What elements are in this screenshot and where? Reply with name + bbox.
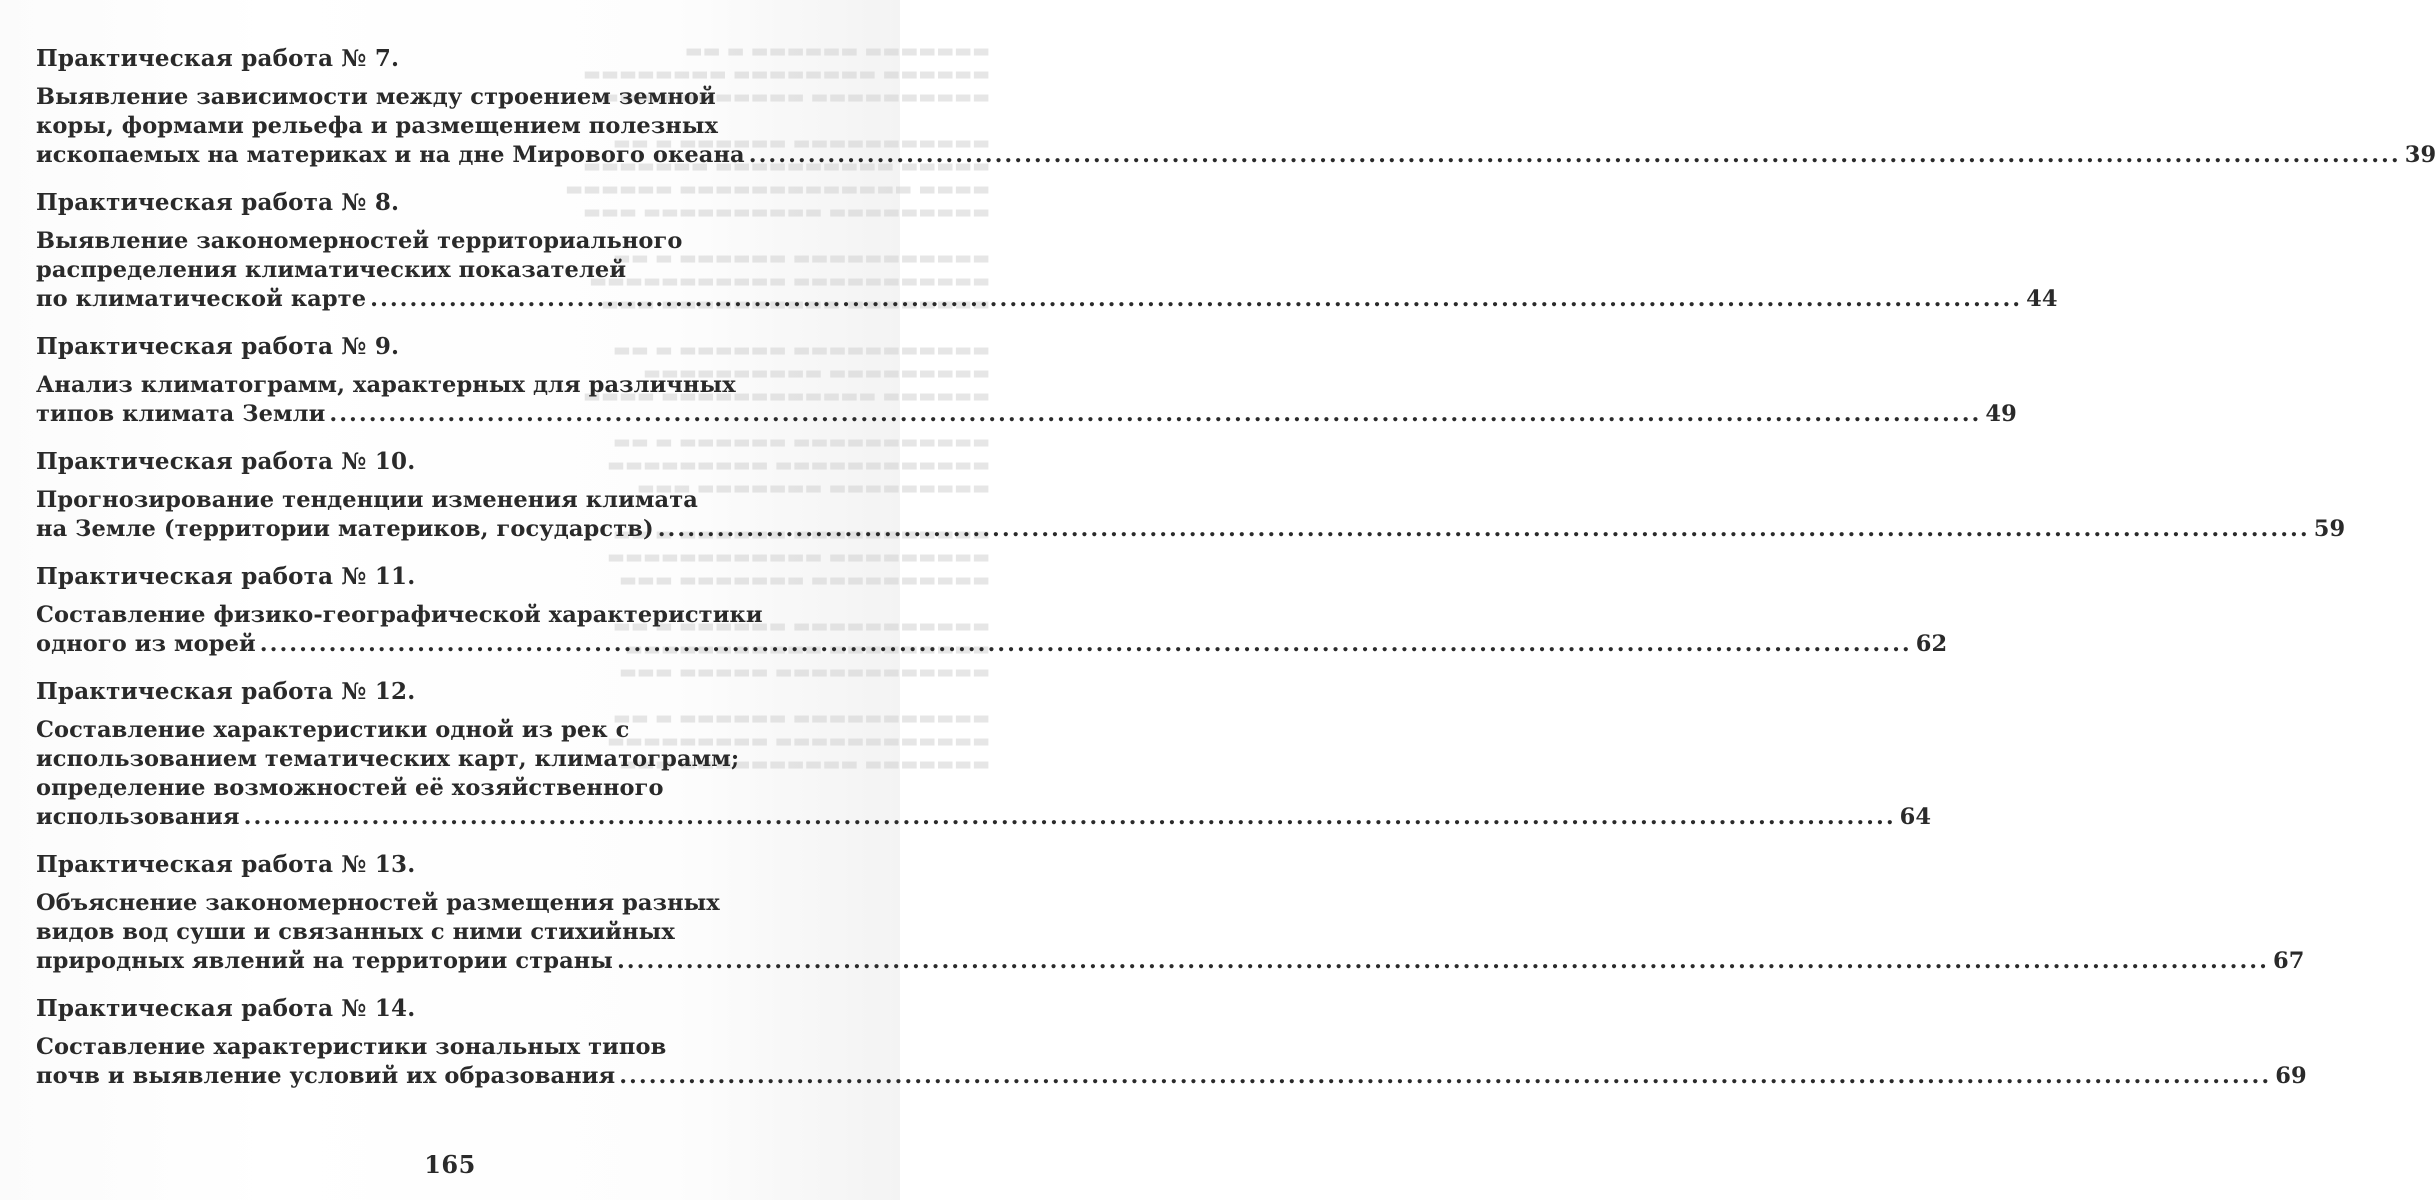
dot-leader	[617, 947, 2269, 976]
work-title: Практическая работа № 10.	[36, 448, 416, 475]
topic-line: Выявление закономерностей территориального	[36, 228, 683, 254]
bleed-through-text: ▬▬▬▬▬▬▬ ▬▬▬▬▬▬ ▬ ▬▬ ▬▬▬▬▬▬ ▬▬▬▬▬▬▬▬ ▬▬▬▬▬▬▬▬ ▬▬▬▬▬▬▬▬▬▬ ▬▬▬▬▬▬▬ ▬▬▬▬ ▬▬▬▬▬▬▬▬▬▬▬ ▬▬▬▬▬▬ ▬ ▬▬ ▬▬▬▬▬ ▬▬▬▬▬▬▬▬▬▬ ▬▬▬▬▬▬▬ ▬▬▬▬ ▬▬▬▬▬▬▬▬▬▬▬▬▬ ▬▬▬▬▬▬ ▬▬▬▬▬▬▬▬▬ ▬▬▬▬▬▬▬▬▬▬ ▬▬▬ ▬▬▬▬▬▬▬▬▬▬▬ ▬▬▬▬▬▬ ▬ ▬▬ ▬▬▬▬▬▬▬▬▬▬▬ ▬▬▬▬▬▬▬▬▬▬▬ ▬▬▬▬▬▬▬▬ ▬▬▬▬▬▬▬▬▬▬ ▬▬▬ ▬▬▬▬▬▬▬▬▬▬▬ ▬▬▬▬▬▬ ▬ ▬▬ ▬▬▬▬▬▬▬▬▬ ▬▬▬▬▬▬▬▬▬▬ ▬▬▬▬▬▬ ▬▬▬▬▬▬▬▬▬▬▬▬ ▬▬▬▬ ▬▬▬▬▬▬▬▬▬▬▬ ▬▬▬▬▬▬ ▬ ▬▬ ▬▬▬▬▬▬▬▬▬▬▬▬ ▬▬▬▬▬▬▬▬▬ ▬▬▬▬▬▬▬▬▬ ▬▬▬▬▬▬▬ ▬▬▬ ▬▬▬▬▬▬▬▬▬▬▬ ▬▬▬▬▬▬ ▬ ▬▬ ▬▬▬▬▬▬▬▬▬ ▬▬▬▬▬▬▬▬▬▬▬▬ ▬▬▬▬▬▬▬▬▬▬ ▬▬▬▬▬▬▬ ▬▬▬ ▬▬▬▬▬▬▬▬▬▬▬ ▬▬▬▬▬▬ ▬ ▬▬ ▬▬▬▬▬▬▬▬▬ ▬▬▬▬▬▬▬▬▬▬▬ ▬▬▬▬▬▬▬▬▬▬▬▬ ▬▬▬▬▬ ▬▬▬ ▬▬▬▬▬▬▬▬▬▬▬ ▬▬▬▬▬▬ ▬ ▬▬ ▬▬▬▬▬▬▬▬▬▬▬▬ ▬▬▬▬▬▬▬▬▬ ▬▬▬▬▬▬▬ ▬▬▬▬▬▬▬▬▬▬ ▬▬▬	[565, 40, 990, 775]
topic-last-line	[36, 947, 2305, 976]
topic-line: Анализ климатограмм, характерных для различных	[36, 372, 736, 398]
topic-line: Составление физико-географической характеристики	[36, 602, 763, 628]
topic-line: использования	[36, 804, 240, 830]
topic-line: Объяснение закономерностей размещения разных	[36, 890, 720, 916]
work-title: Практическая работа № 9.	[36, 333, 400, 360]
work-title: Практическая работа № 14.	[36, 995, 416, 1022]
page-reference: 62	[1915, 631, 1948, 657]
dot-leader	[749, 141, 2401, 170]
topic-last-line	[36, 285, 2058, 314]
toc-entry-work-12[interactable]	[36, 677, 1932, 832]
topic-line: на Земле (территории материков, государств)	[36, 516, 654, 542]
page-number: 165	[424, 1150, 476, 1179]
topic-line: одного из морей	[36, 631, 256, 657]
page-reference: 49	[1985, 401, 2017, 427]
topic-line: типов климата Земли	[36, 401, 326, 427]
topic-line: распределения климатических показателей	[36, 257, 627, 283]
topic-line: Прогнозирование тенденции изменения климата	[36, 487, 698, 513]
topic-last-line	[36, 803, 1932, 832]
topic-last-line	[36, 1062, 2307, 1091]
work-title: Практическая работа № 11.	[36, 563, 416, 590]
topic-line: коры, формами рельефа и размещением полезных	[36, 113, 719, 139]
dot-leader	[370, 285, 2022, 314]
topic-last-line	[36, 141, 2436, 170]
topic-last-line	[36, 515, 2346, 544]
topic-line: видов вод суши и связанных с ними стихийных	[36, 919, 675, 945]
topic-line: природных явлений на территории страны	[36, 948, 613, 974]
toc-entry-work-7[interactable]	[36, 44, 2436, 170]
topic-line: Выявление зависимости между строением земной	[36, 84, 716, 110]
page-reference: 59	[2313, 516, 2346, 542]
dot-leader	[244, 803, 1896, 832]
work-title: Практическая работа № 12.	[36, 678, 416, 705]
work-title: Практическая работа № 13.	[36, 851, 416, 878]
topic-last-line	[36, 630, 1948, 659]
page-reference: 69	[2275, 1063, 2307, 1089]
work-title: Практическая работа № 7.	[36, 45, 400, 72]
page-reference: 64	[1899, 804, 1932, 830]
topic-line: использованием тематических карт, климатограмм;	[36, 746, 740, 772]
toc-entry-work-9[interactable]	[36, 332, 2017, 429]
topic-last-line	[36, 400, 2017, 429]
page-reference: 44	[2026, 286, 2058, 312]
topic-line: ископаемых на материках и на дне Мирового океана	[36, 142, 745, 168]
table-of-contents	[36, 44, 2436, 1109]
page-reference: 67	[2272, 948, 2305, 974]
topic-line: почв и выявление условий их образования	[36, 1063, 616, 1089]
work-title: Практическая работа № 8.	[36, 189, 400, 216]
toc-entry-work-11[interactable]	[36, 562, 1948, 659]
toc-entry-work-14[interactable]	[36, 994, 2307, 1091]
topic-line: Составление характеристики одной из рек с	[36, 717, 630, 743]
topic-line: Составление характеристики зональных типов	[36, 1034, 667, 1060]
toc-entry-work-8[interactable]	[36, 188, 2058, 314]
dot-leader	[260, 630, 1912, 659]
toc-entry-work-13[interactable]	[36, 850, 2305, 976]
topic-line: определение возможностей её хозяйственного	[36, 775, 664, 801]
topic-line: по климатической карте	[36, 286, 367, 312]
dot-leader	[658, 515, 2310, 544]
dot-leader	[619, 1062, 2271, 1091]
page-reference: 39	[2404, 142, 2436, 168]
dot-leader	[329, 400, 1981, 429]
toc-entry-work-10[interactable]	[36, 447, 2346, 544]
